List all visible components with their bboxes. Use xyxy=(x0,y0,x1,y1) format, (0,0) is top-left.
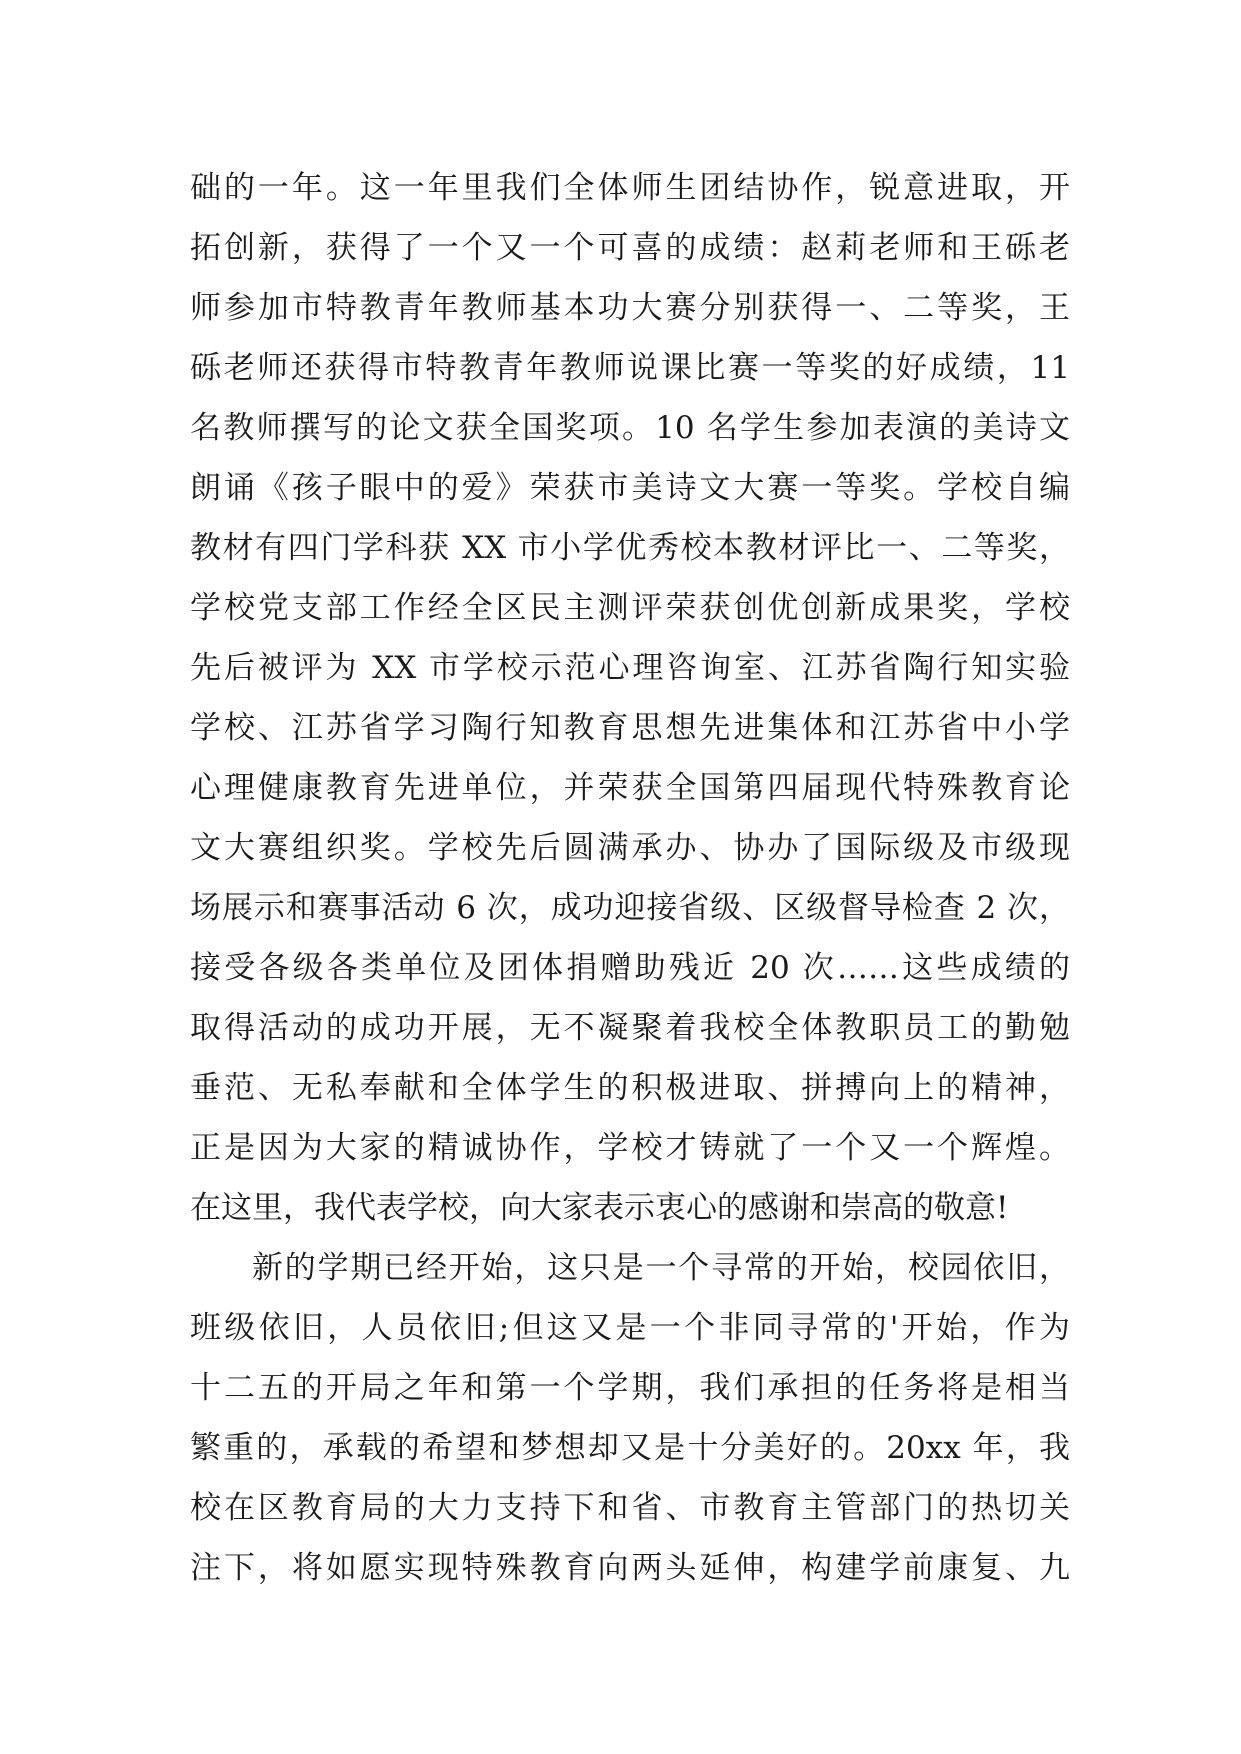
text-line: 朗诵《孩子眼中的爱》荣获市美诗文大赛一等奖。学校自编 xyxy=(190,470,1070,506)
text-line: 学校党支部工作经全区民主测评荣获创优创新成果奖，学校 xyxy=(190,590,1070,626)
text-line: 先后被评为 XX 市学校示范心理咨询室、江苏省陶行知实验 xyxy=(190,650,1070,686)
text-line: 础的一年。这一年里我们全体师生团结协作，锐意进取，开 xyxy=(190,170,1070,206)
text-line: 十二五的开局之年和第一个学期，我们承担的任务将是相当 xyxy=(190,1370,1070,1406)
paragraph-start-line: 新的学期已经开始，这只是一个寻常的开始，校园依旧， xyxy=(252,1250,1070,1286)
body-text xyxy=(190,158,1070,1598)
text-line: 取得活动的成功开展，无不凝聚着我校全体教职员工的勤勉 xyxy=(190,1010,1070,1046)
text-line: 师参加市特教青年教师基本功大赛分别获得一、二等奖，王 xyxy=(190,290,1070,326)
text-line: 繁重的，承载的希望和梦想却又是十分美好的。20xx 年，我 xyxy=(190,1430,1070,1466)
text-line: 场展示和赛事活动 6 次，成功迎接省级、区级督导检查 2 次， xyxy=(190,890,1070,926)
text-line: 垂范、无私奉献和全体学生的积极进取、拼搏向上的精神， xyxy=(190,1070,1070,1106)
text-line: 注下，将如愿实现特殊教育向两头延伸，构建学前康复、九 xyxy=(190,1550,1070,1586)
text-line: 学校、江苏省学习陶行知教育思想先进集体和江苏省中小学 xyxy=(190,710,1070,746)
text-line: 校在区教育局的大力支持下和省、市教育主管部门的热切关 xyxy=(190,1490,1070,1526)
text-line: 接受各级各类单位及团体捐赠助残近 20 次……这些成绩的 xyxy=(190,950,1070,986)
text-line: 名教师撰写的论文获全国奖项。10 名学生参加表演的美诗文 xyxy=(190,410,1070,446)
text-line: 砾老师还获得市特教青年教师说课比赛一等奖的好成绩，11 xyxy=(190,350,1070,386)
text-line: 文大赛组织奖。学校先后圆满承办、协办了国际级及市级现 xyxy=(190,830,1070,866)
text-line: 拓创新，获得了一个又一个可喜的成绩：赵莉老师和王砾老 xyxy=(190,230,1070,266)
paragraph-end-line: 在这里，我代表学校，向大家表示衷心的感谢和崇高的敬意! xyxy=(190,1190,1009,1226)
text-line: 正是因为大家的精诚协作，学校才铸就了一个又一个辉煌。 xyxy=(190,1130,1070,1166)
text-line: 教材有四门学科获 XX 市小学优秀校本教材评比一、二等奖， xyxy=(190,530,1070,566)
text-line: 班级依旧，人员依旧;但这又是一个非同寻常的'开始，作为 xyxy=(190,1310,1070,1346)
text-line: 心理健康教育先进单位，并荣获全国第四届现代特殊教育论 xyxy=(190,770,1070,806)
